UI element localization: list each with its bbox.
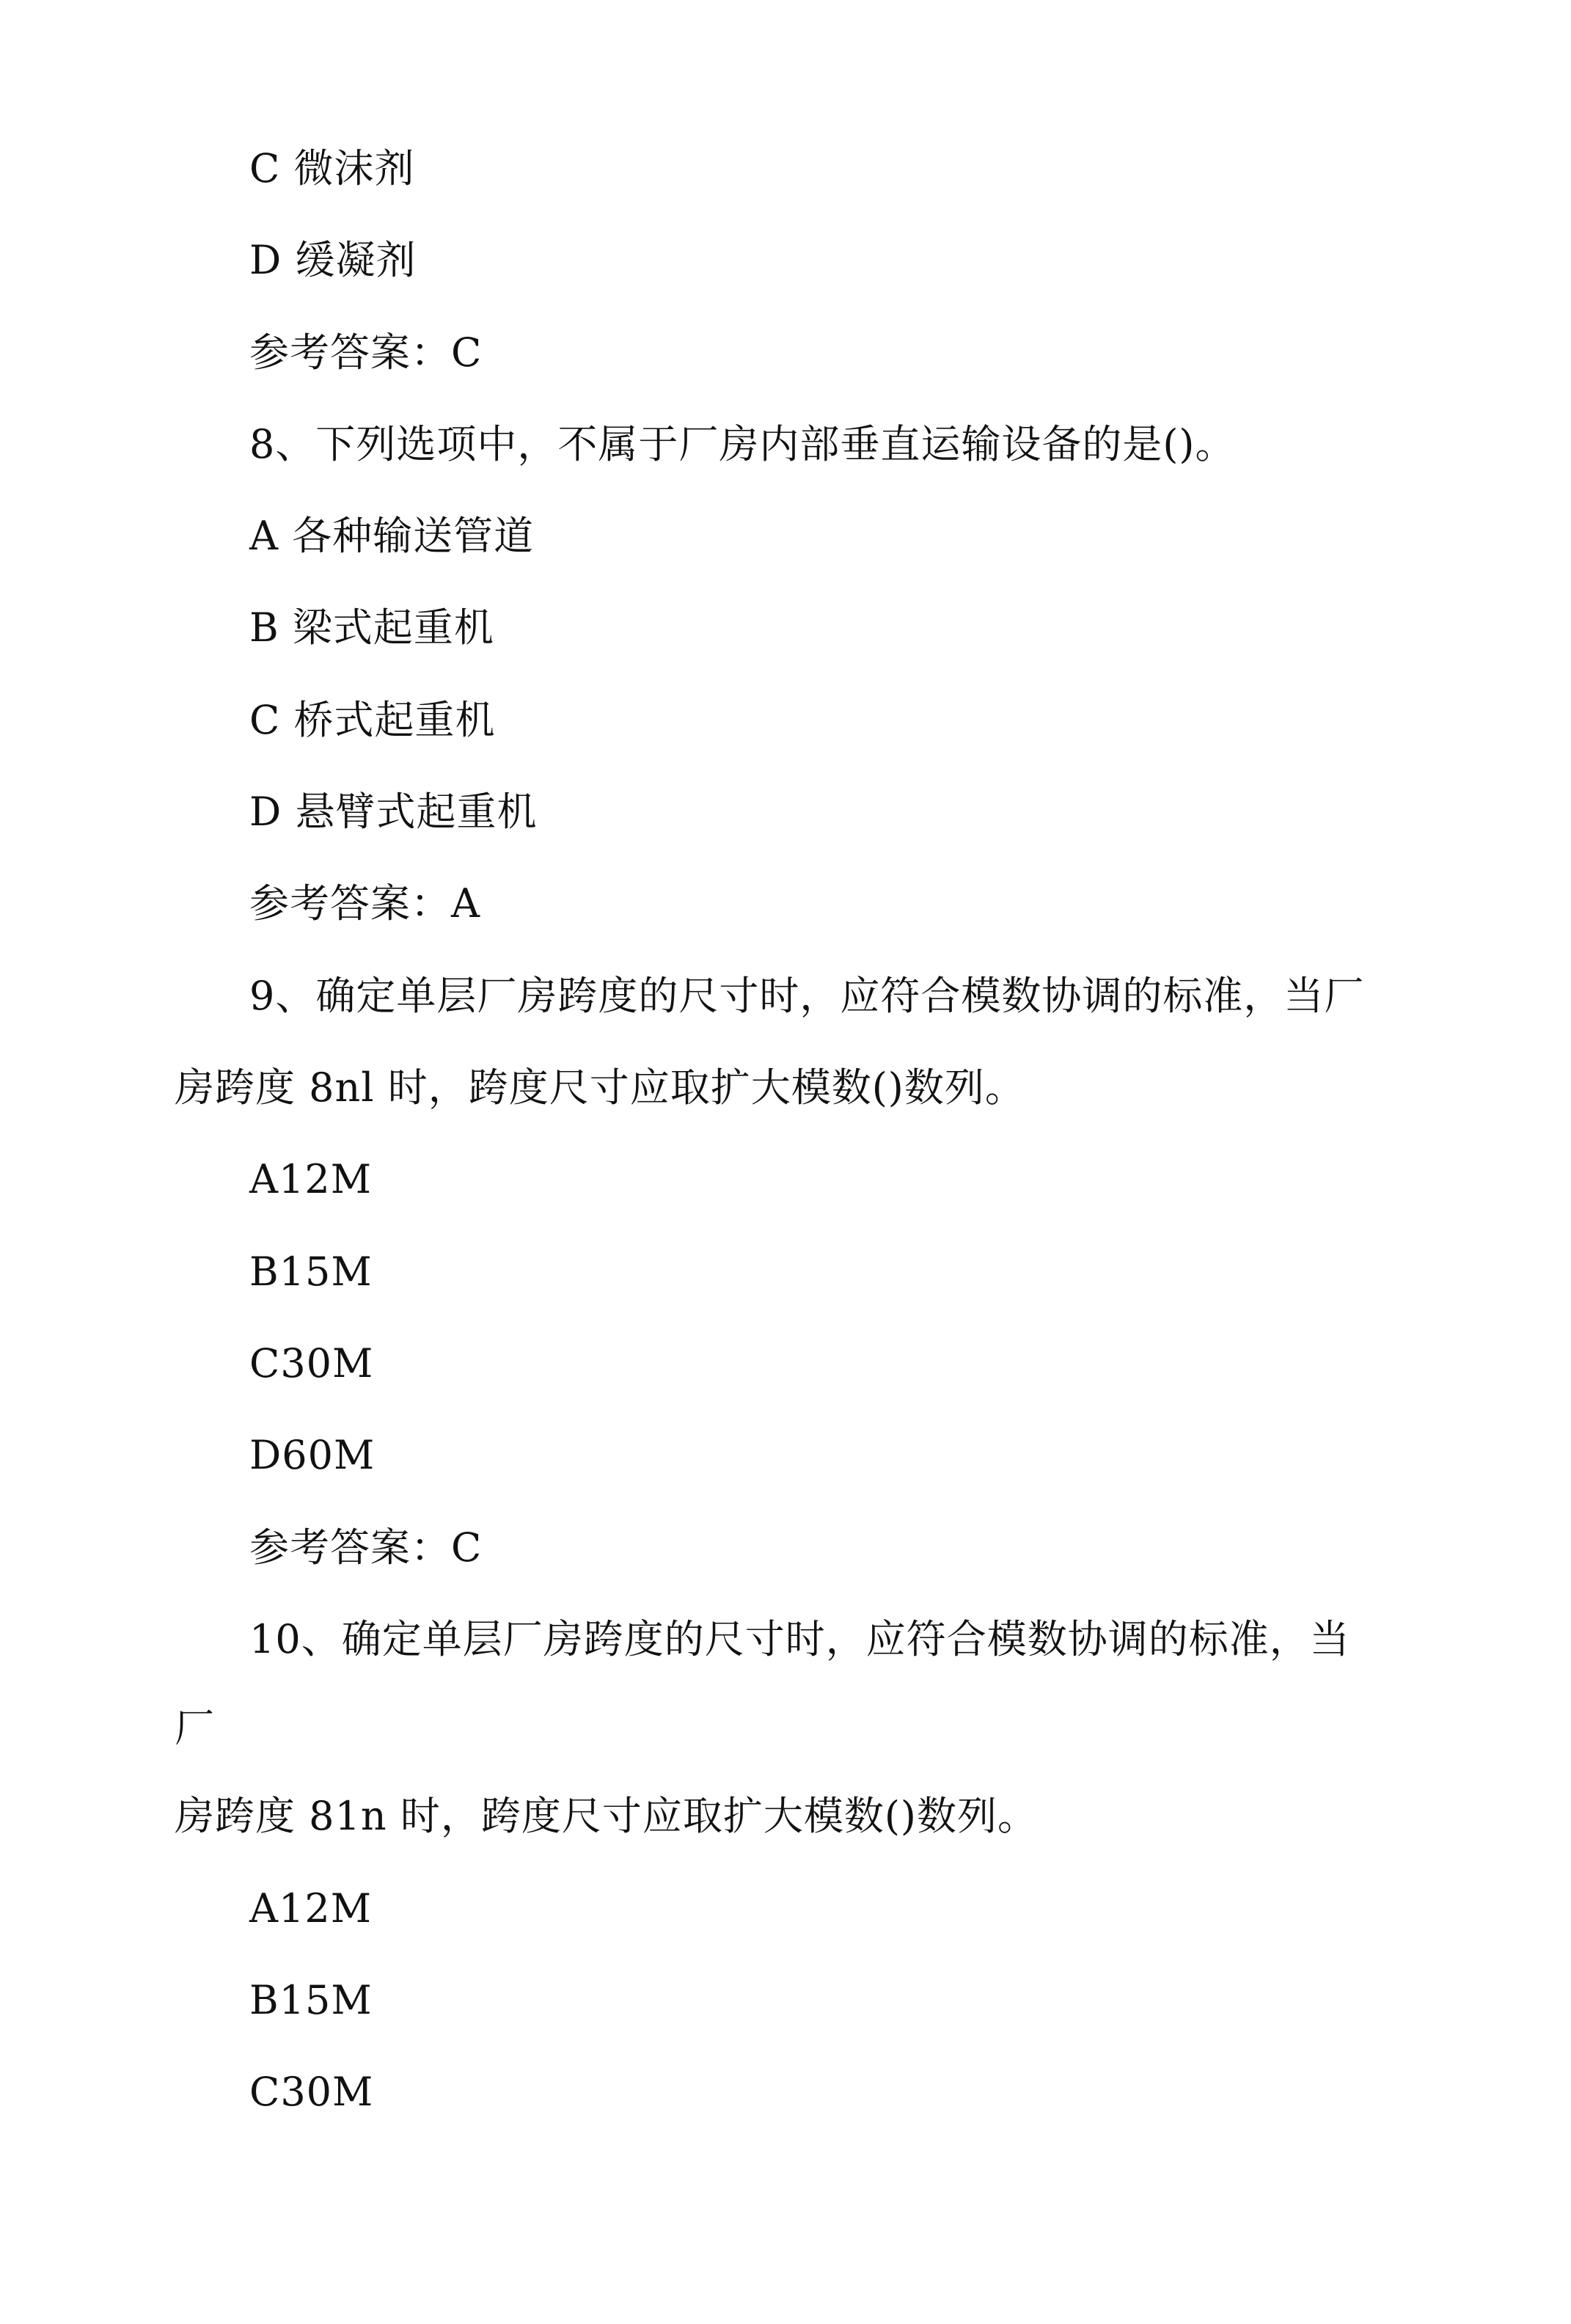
question-8: 8、下列选项中，不属于厂房内部垂直运输设备的是()。 xyxy=(249,421,1236,467)
option-c-q8: C 桥式起重机 xyxy=(249,697,496,743)
option-c-q9: C30M xyxy=(249,1340,374,1386)
option-d-q9: D60M xyxy=(249,1432,376,1478)
option-b-q8: B 梁式起重机 xyxy=(249,604,494,651)
option-a-q9: A12M xyxy=(249,1156,373,1202)
option-a-q8: A 各种输送管道 xyxy=(249,513,535,559)
question-10-wrap: 厂 xyxy=(175,1705,215,1751)
option-c-q10: C30M xyxy=(249,2069,374,2115)
option-a-q10: A12M xyxy=(249,1885,373,1932)
question-10-continuation: 房跨度 81n 时，跨度尺寸应取扩大模数()数列。 xyxy=(175,1793,1038,1839)
option-d-q8: D 悬臂式起重机 xyxy=(249,789,538,835)
answer-q8: 参考答案：A xyxy=(249,880,480,927)
question-10: 10、确定单层厂房跨度的尺寸时，应符合模数协调的标准，当 xyxy=(249,1616,1350,1662)
option-b-q10: B15M xyxy=(249,1977,373,2023)
option-c-q7: C 微沫剂 xyxy=(249,145,415,191)
option-b-q9: B15M xyxy=(249,1249,373,1295)
question-9-continuation: 房跨度 8nl 时，跨度尺寸应取扩大模数()数列。 xyxy=(175,1064,1025,1111)
option-d-q7: D 缓凝剂 xyxy=(249,237,417,283)
answer-q9: 参考答案：C xyxy=(249,1524,483,1571)
question-9: 9、确定单层厂房跨度的尺寸时，应符合模数协调的标准，当厂 xyxy=(249,973,1365,1019)
answer-q7: 参考答案：C xyxy=(249,329,483,376)
